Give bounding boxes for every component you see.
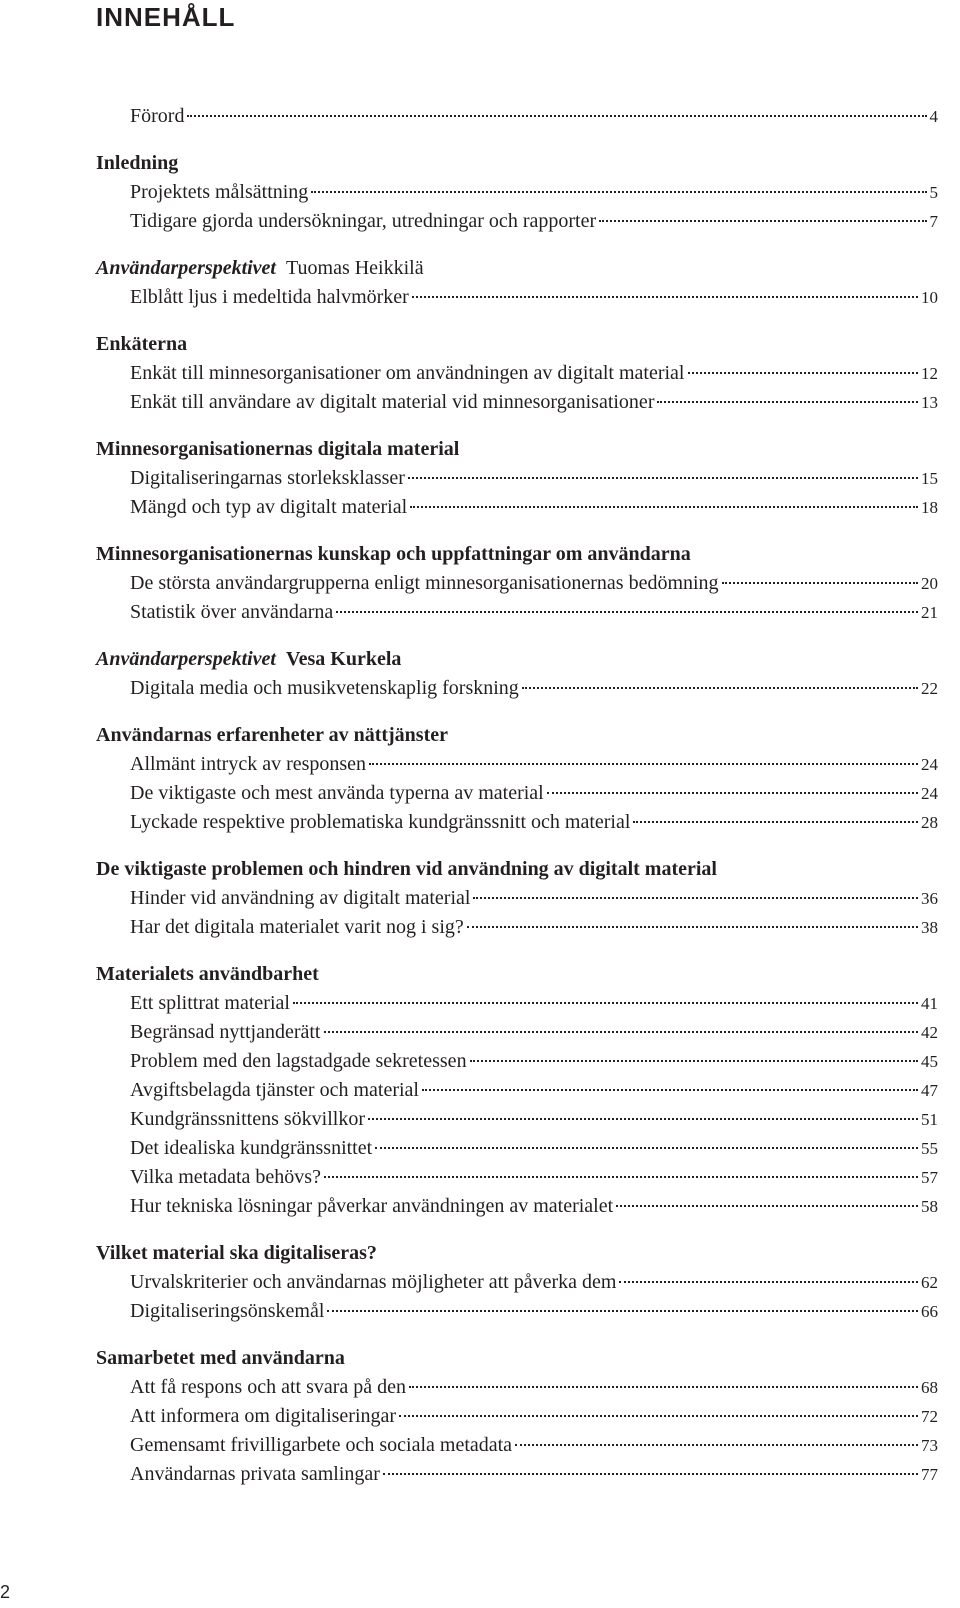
- dot-leader: [327, 1310, 918, 1312]
- toc-entry[interactable]: [96, 913, 938, 942]
- dot-leader: [470, 1060, 918, 1062]
- toc-entry-page: 21: [921, 603, 938, 622]
- toc-entry-page: 66: [921, 1302, 938, 1321]
- toc-entry-label: Hinder vid användning av digitalt material: [130, 887, 471, 909]
- toc-entry-label: Att få respons och att svara på den: [130, 1376, 407, 1398]
- toc-entry[interactable]: [96, 989, 938, 1018]
- dot-leader: [187, 115, 926, 117]
- toc-entry-page: 47: [921, 1081, 938, 1100]
- table-of-contents: [96, 102, 938, 1507]
- dot-leader: [324, 1176, 918, 1178]
- dot-leader: [547, 792, 918, 794]
- toc-entry-page: 68: [921, 1378, 938, 1397]
- section-heading: [96, 254, 938, 283]
- dot-leader: [399, 1415, 918, 1417]
- toc-entry[interactable]: [96, 464, 938, 493]
- toc-entry[interactable]: [96, 1163, 938, 1192]
- toc-entry[interactable]: [96, 178, 938, 207]
- toc-entry-label: De största användargrupperna enligt minnesorganisationernas bedömning: [130, 572, 719, 594]
- toc-entry-page: 10: [921, 288, 938, 307]
- toc-entry[interactable]: [96, 779, 938, 808]
- toc-section: [96, 855, 938, 942]
- section-heading-text: Användarperspektivet: [96, 257, 276, 279]
- toc-entry-label: Vilka metadata behövs?: [130, 1166, 321, 1188]
- toc-entry-label: Det idealiska kundgränssnittet: [130, 1137, 373, 1159]
- toc-section: [96, 721, 938, 837]
- section-heading-text: Användarperspektivet: [96, 648, 276, 670]
- toc-entry[interactable]: [96, 1460, 938, 1489]
- toc-entry-page: 41: [921, 994, 938, 1013]
- toc-entry[interactable]: [96, 1047, 938, 1076]
- dot-leader: [599, 220, 926, 222]
- dot-leader: [324, 1031, 919, 1033]
- dot-leader: [473, 897, 918, 899]
- dot-leader: [293, 1002, 918, 1004]
- section-heading-text: Materialets användbarhet: [96, 963, 319, 985]
- dot-leader: [383, 1473, 918, 1475]
- section-heading: [96, 330, 938, 359]
- section-author: Vesa Kurkela: [286, 648, 402, 670]
- toc-entry-page: 28: [921, 813, 938, 832]
- toc-entry[interactable]: [96, 1134, 938, 1163]
- toc-entry[interactable]: [96, 1268, 938, 1297]
- toc-entry-page: 57: [921, 1168, 938, 1187]
- toc-entry-page: 5: [929, 183, 938, 202]
- toc-entry-page: 62: [921, 1273, 938, 1292]
- toc-entry-page: 20: [921, 574, 938, 593]
- toc-entry[interactable]: [96, 283, 938, 312]
- toc-entry[interactable]: [96, 1402, 938, 1431]
- dot-leader: [633, 821, 918, 823]
- toc-section: [96, 645, 938, 703]
- toc-entry[interactable]: [96, 1431, 938, 1460]
- toc-entry-label: Att informera om digitaliseringar: [130, 1405, 397, 1427]
- toc-entry[interactable]: [96, 750, 938, 779]
- toc-entry-page: 36: [921, 889, 938, 908]
- dot-leader: [368, 1118, 918, 1120]
- toc-entry-label: Statistik över användarna: [130, 601, 334, 623]
- dot-leader: [688, 372, 919, 374]
- toc-entry-page: 58: [921, 1197, 938, 1216]
- section-heading: [96, 435, 938, 464]
- toc-entry-page: 18: [921, 498, 938, 517]
- toc-entry-label: Tidigare gjorda undersökningar, utredningar och rapporter: [130, 210, 597, 232]
- toc-entry-label: Kundgränssnittens sökvillkor: [130, 1108, 365, 1130]
- toc-entry-label: De viktigaste och mest använda typerna av material: [130, 782, 544, 804]
- dot-leader: [422, 1089, 918, 1091]
- dot-leader: [522, 687, 918, 689]
- toc-entry-label: Gemensamt frivilligarbete och sociala metadata: [130, 1434, 513, 1456]
- section-heading: [96, 540, 938, 569]
- dot-leader: [515, 1444, 918, 1446]
- toc-entry-page: 7: [929, 212, 938, 231]
- toc-entry-page: 24: [921, 784, 938, 803]
- toc-entry-page: 22: [921, 679, 938, 698]
- section-heading-text: Enkäterna: [96, 333, 188, 355]
- toc-entry-label: Lyckade respektive problematiska kundgränssnitt och material: [130, 811, 631, 833]
- toc-entry-label: Urvalskriterier och användarnas möjligheter att påverka dem: [130, 1271, 617, 1293]
- section-heading-text: Vilket material ska digitaliseras?: [96, 1242, 377, 1264]
- toc-entry-page: 51: [921, 1110, 938, 1129]
- dot-leader: [412, 296, 918, 298]
- toc-entry[interactable]: [96, 207, 938, 236]
- toc-entry[interactable]: [96, 102, 938, 131]
- section-heading-text: De viktigaste problemen och hindren vid användning av digitalt material: [96, 858, 717, 880]
- dot-leader: [410, 506, 918, 508]
- toc-section: [96, 330, 938, 417]
- toc-entry-page: 13: [921, 393, 938, 412]
- toc-entry-page: 73: [921, 1436, 938, 1455]
- toc-entry[interactable]: [96, 569, 938, 598]
- toc-entry-page: 15: [921, 469, 938, 488]
- toc-section: [96, 960, 938, 1221]
- section-heading-text: Minnesorganisationernas kunskap och uppfattningar om användarna: [96, 543, 691, 565]
- toc-entry-label: Begränsad nyttjanderätt: [130, 1021, 321, 1043]
- toc-entry-page: 77: [921, 1465, 938, 1484]
- toc-entry[interactable]: [96, 388, 938, 417]
- toc-entry[interactable]: [96, 1192, 938, 1221]
- dot-leader: [657, 401, 918, 403]
- toc-entry-label: Mängd och typ av digitalt material: [130, 496, 408, 518]
- toc-entry-label: Projektets målsättning: [130, 181, 309, 203]
- section-heading: [96, 855, 938, 884]
- toc-section: [96, 254, 938, 312]
- section-heading: [96, 645, 938, 674]
- section-heading-text: Användarnas erfarenheter av nättjänster: [96, 724, 449, 746]
- dot-leader: [408, 477, 918, 479]
- section-heading: [96, 149, 938, 178]
- dot-leader: [311, 191, 926, 193]
- toc-entry-label: Enkät till användare av digitalt material vid minnesorganisationer: [130, 391, 655, 413]
- section-heading: [96, 960, 938, 989]
- dot-leader: [409, 1386, 918, 1388]
- toc-entry[interactable]: [96, 808, 938, 837]
- toc-entry[interactable]: [96, 1373, 938, 1402]
- dot-leader: [369, 763, 918, 765]
- toc-entry[interactable]: [96, 598, 938, 627]
- toc-entry-label: Förord: [130, 105, 185, 127]
- toc-entry-label: Ett splittrat material: [130, 992, 290, 1014]
- toc-entry[interactable]: [96, 1076, 938, 1105]
- toc-entry-page: 24: [921, 755, 938, 774]
- section-author: Tuomas Heikkilä: [286, 257, 424, 279]
- section-heading: [96, 1239, 938, 1268]
- toc-section: [96, 149, 938, 236]
- toc-entry-label: Digitaliseringarnas storleksklasser: [130, 467, 405, 489]
- page-number: 2: [0, 1582, 11, 1602]
- dot-leader: [619, 1281, 918, 1283]
- toc-section: [96, 435, 938, 522]
- toc-entry-page: 38: [921, 918, 938, 937]
- toc-entry-label: Har det digitala materialet varit nog i sig?: [130, 916, 464, 938]
- page-title: INNEHÅLL: [96, 2, 236, 32]
- toc-entry-label: Avgiftsbelagda tjänster och material: [130, 1079, 419, 1101]
- toc-entry[interactable]: [96, 1018, 938, 1047]
- dot-leader: [616, 1205, 918, 1207]
- toc-entry[interactable]: [96, 1297, 938, 1326]
- section-heading-text: Inledning: [96, 152, 179, 174]
- toc-entry-label: Problem med den lagstadgade sekretessen: [130, 1050, 467, 1072]
- dot-leader: [467, 926, 918, 928]
- toc-entry-page: 55: [921, 1139, 938, 1158]
- toc-entry-label: Allmänt intryck av responsen: [130, 753, 367, 775]
- section-heading-text: Minnesorganisationernas digitala material: [96, 438, 460, 460]
- toc-entry-label: Enkät till minnesorganisationer om användningen av digitalt material: [130, 362, 685, 384]
- dot-leader: [375, 1147, 918, 1149]
- toc-section: [96, 1239, 938, 1326]
- toc-section: [96, 102, 938, 131]
- section-heading: [96, 1344, 938, 1373]
- toc-entry-page: 12: [921, 364, 938, 383]
- toc-entry-page: 72: [921, 1407, 938, 1426]
- toc-entry-label: Digitala media och musikvetenskaplig forskning: [130, 677, 519, 699]
- toc-section: [96, 1344, 938, 1489]
- toc-entry-label: Användarnas privata samlingar: [130, 1463, 380, 1485]
- section-heading: [96, 721, 938, 750]
- toc-entry[interactable]: [96, 359, 938, 388]
- toc-entry[interactable]: [96, 884, 938, 913]
- toc-entry[interactable]: [96, 674, 938, 703]
- toc-entry-label: Hur tekniska lösningar påverkar användningen av materialet: [130, 1195, 614, 1217]
- toc-entry-label: Elblått ljus i medeltida halvmörker: [130, 286, 409, 308]
- dot-leader: [336, 611, 918, 613]
- toc-section: [96, 540, 938, 627]
- section-heading-text: Samarbetet med användarna: [96, 1347, 345, 1369]
- toc-entry-page: 42: [921, 1023, 938, 1042]
- toc-entry-label: Digitaliseringsönskemål: [130, 1300, 325, 1322]
- toc-entry-page: 4: [929, 107, 938, 126]
- toc-entry[interactable]: [96, 1105, 938, 1134]
- toc-entry[interactable]: [96, 493, 938, 522]
- dot-leader: [722, 582, 918, 584]
- toc-entry-page: 45: [921, 1052, 938, 1071]
